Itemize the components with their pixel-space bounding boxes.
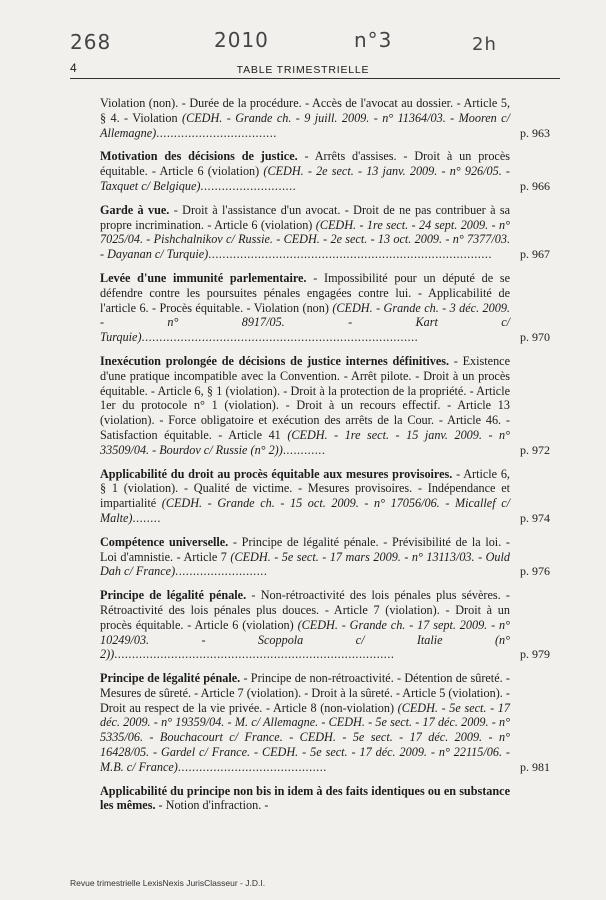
table-entry	[100, 784, 510, 814]
entry-title: Levée d'une immunité parlementaire.	[100, 270, 307, 285]
entry-body: - Droit à l'assistance d'un avocat. - Droit de ne pas contribuer à sa propre incrimination. - Article 6 (violation)	[100, 202, 511, 232]
table-entry	[100, 202, 550, 262]
page-reference: p. 966	[520, 178, 550, 193]
page-reference: p. 972	[520, 442, 550, 457]
table-entry	[100, 466, 550, 526]
table-entry	[100, 534, 550, 579]
page-reference: p. 981	[520, 759, 550, 774]
table-entry	[100, 353, 550, 458]
table-entry	[100, 96, 550, 140]
page-reference: p. 976	[520, 564, 550, 579]
handwritten-note-year: 2010	[214, 28, 269, 52]
handwritten-note-number: 268	[70, 30, 112, 54]
entry-citation: (CEDH. - 5e sect. - 17 mars 2009. - n° 13113/03. - Ould Dah c/ France)	[100, 549, 511, 579]
entry-citation: (CEDH. - 1re sect. - 15 janv. 2009. - n° 33509/04. - Bourdov c/ Russie (n° 2))	[100, 427, 511, 457]
table-entry	[100, 149, 550, 193]
entry-title: Garde à vue.	[100, 202, 170, 217]
leader-dots: ................................................................................	[208, 247, 492, 262]
entry-body: - Article 6, § 1 (violation). - Qualité de victime. - Mesures provisoires. - Indépendance et impartialité	[100, 466, 510, 511]
entry-citation: (CEDH. - Grande ch. - 9 juill. 2009. - n° 11364/03. - Mooren c/ Allemagne)	[100, 110, 510, 140]
table-entry	[100, 270, 550, 345]
entry-citation: (CEDH. - 1re sect. - 24 sept. 2009. - n° 7025/04. - Pishchalnikov c/ Russie. - CEDH. - 2e sect. - 13 oct. 2009. - n° 7377/03. - Dayanan c/ Turquie)	[100, 217, 510, 262]
leader-dots: ..........................	[175, 564, 268, 579]
table-entry	[100, 588, 550, 662]
leader-dots: ...........................	[200, 178, 297, 193]
table-entry	[100, 671, 550, 775]
leader-dots: ..........................................	[177, 759, 327, 774]
entry-title: Principe de légalité pénale.	[100, 588, 247, 603]
entry-title: Motivation des décisions de justice.	[100, 149, 298, 164]
entry-body: - Arrêts d'assises. - Droit à un procès équitable. - Article 6 (violation)	[100, 149, 510, 179]
entry-body: Violation (non). - Durée de la procédure. - Accès de l'avocat au dossier. - Article 5, § 4. - Violation	[100, 96, 510, 125]
entry-citation: (CEDH. - 2e sect. - 13 janv. 2009. - n° 926/05. - Taxquet c/ Belgique)	[100, 164, 510, 193]
entry-body: - Non-rétroactivité des lois pénales plus sévères. - Rétroactivité des lois pénales plus douces. - Article 7 (violation). - Droit à un procès équitable. - Article 6 (violation)	[100, 588, 510, 632]
leader-dots: ...............................................................................	[114, 647, 395, 662]
leader-dots: ........	[132, 510, 161, 525]
page-reference: p. 974	[520, 510, 550, 525]
entry-citation: (CEDH. - 5e sect. - 17 déc. 2009. - n° 19359/04. - M. c/ Allemagne. - CEDH. - 5e sect. - 17 déc. 2009. - n° 5335/06. - Bouchacourt c/ France. - CEDH. - 5e sect. - 17 déc. 2009. - n° 16428/05. - Gardel c/ France. - CEDH. - 5e sect. - 17 déc. 2009. - n° 22115/06. - M.B. c/ France)	[100, 700, 510, 774]
entry-body: - Impossibilité pour un député de se défendre contre les poursuites pénales engagées contre lui. - Applicabilité de l'article 6. - Procès équitable. - Violation (non)	[100, 270, 510, 315]
entry-body: - Notion d'infraction. -	[155, 798, 269, 813]
handwritten-note-code: 2h	[472, 34, 497, 55]
header-rule	[70, 78, 560, 79]
entry-body: - Principe de non-rétroactivité. - Détention de sûreté. - Mesures de sûreté. - Article 7 (violation). - Droit à la sûreté. - Article 5 (violation). - Droit au respect de la vie privée. - Article 8 (non-violation)	[100, 671, 510, 715]
entry-title: Applicabilité du principe non bis in idem à des faits identiques ou en substance les mêmes.	[100, 783, 510, 813]
entry-citation: (CEDH. - Grande ch. - 17 sept. 2009. - n° 10249/03. - Scoppola c/ Italie (n° 2))	[100, 617, 510, 662]
leader-dots: ..............................................................................	[141, 330, 419, 345]
entry-body: - Principe de légalité pénale. - Prévisibilité de la loi. - Loi d'amnistie. - Article 7	[100, 534, 510, 564]
table-entries	[100, 96, 550, 822]
leader-dots: ..................................	[156, 125, 277, 140]
leader-dots: ............	[282, 442, 326, 457]
entry-citation: (CEDH. - Grande ch. - 15 oct. 2009. - n° 17056/06. - Micallef c/ Malte)	[100, 496, 510, 525]
page-reference: p. 970	[520, 330, 550, 345]
entry-title: Compétence universelle.	[100, 534, 229, 549]
running-title: TABLE TRIMESTRIELLE	[236, 64, 370, 76]
entry-title: Principe de légalité pénale.	[100, 671, 241, 686]
page-footer: Revue trimestrielle LexisNexis JurisClasseur - J.D.I.	[70, 878, 266, 888]
page-reference: p. 979	[520, 647, 550, 662]
entry-citation: (CEDH. - Grande ch. - 3 déc. 2009. - n° 8917/05. - Kart c/ Turquie)	[100, 300, 510, 345]
page-reference: p. 963	[520, 125, 550, 140]
entry-title: Inexécution prolongée de décisions de justice internes définitives.	[100, 353, 450, 368]
handwritten-note-issue: n°3	[354, 28, 393, 52]
page-reference: p. 967	[520, 247, 550, 262]
entry-body: - Existence d'une pratique incompatible avec la Convention. - Arrêt pilote. - Droit à un procès équitable. - Article 6, § 1 (violation). - Droit à la protection de la propriété. - Article 1er du protocole n° 1 (violation). - Droit à un recours effectif. - Article 13 (violation). - Force obligatoire et exécution des arrêts de la Cour. - Article 46. - Satisfaction équitable. - Article 41	[100, 353, 510, 442]
entry-title: Applicabilité du droit au procès équitable aux mesures provisoires.	[100, 466, 453, 481]
page-number: 4	[70, 61, 77, 75]
